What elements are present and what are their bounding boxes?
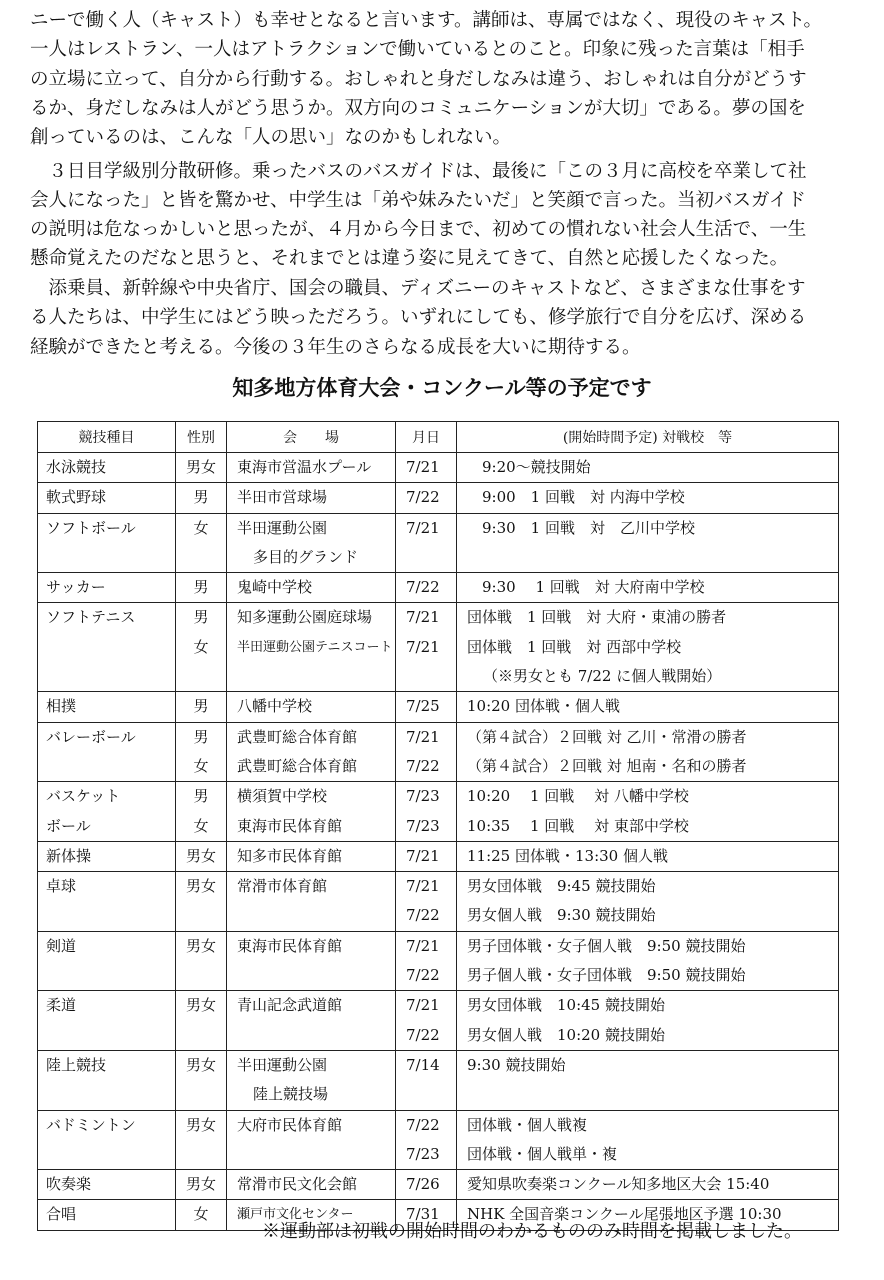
venue-text: 知多市民体育館 (237, 846, 343, 865)
header-date: 月日 (396, 422, 457, 453)
detail-text: 団体戦 1 回戦 対 西部中学校 (467, 637, 682, 656)
detail-cell (457, 1110, 839, 1170)
schedule-table (37, 421, 839, 1231)
date-text: 7/22 (406, 1025, 440, 1044)
sport-text: 合唱 (46, 1205, 77, 1224)
venue-cell (227, 513, 396, 573)
detail-text: 10:35 1 回戦 対 東部中学校 (467, 816, 689, 835)
venue-text: 常滑市体育館 (237, 877, 328, 896)
sport-text: バドミントン (46, 1115, 136, 1134)
detail-text: 男女個人戦 9:30 競技開始 (467, 906, 656, 925)
paragraph-line: ニーで働く人（キャスト）も幸せとなると言います。講師は、専属ではなく、現役のキャスト。 (30, 10, 822, 31)
sport-cell (38, 1170, 176, 1200)
gender-cell (176, 841, 227, 871)
date-text: 7/25 (406, 697, 440, 716)
detail-text: 男子個人戦・女子団体戦 9:50 競技開始 (467, 966, 746, 985)
sport-cell (38, 573, 176, 603)
gender-text: 男女 (185, 996, 216, 1015)
venue-text: 半田運動公園 (237, 1055, 328, 1074)
sport-cell (38, 841, 176, 871)
date-cell (396, 991, 457, 1051)
gender-cell (176, 1110, 227, 1170)
gender-text: 男女 (185, 877, 216, 896)
header-detail: (開始時間予定) 対戦校 等 (457, 422, 839, 453)
sport-cell (38, 722, 176, 782)
header-gender: 性別 (176, 422, 227, 453)
gender-text: 女 (193, 1205, 209, 1224)
detail-cell (457, 513, 839, 573)
detail-text: 愛知県吹奏楽コンクール知多地区大会 15:40 (467, 1175, 770, 1194)
table-row (38, 513, 839, 573)
table-row (38, 872, 839, 932)
detail-cell (457, 782, 839, 842)
sport-text: 柔道 (46, 996, 77, 1015)
gender-cell (176, 603, 227, 692)
section-title: 知多地方体育大会・コンクール等の予定です (232, 376, 652, 400)
sport-cell (38, 931, 176, 991)
header-sport: 競技種目 (38, 422, 176, 453)
sport-cell (38, 991, 176, 1051)
venue-text: 半田運動公園テニスコート (237, 639, 393, 655)
table-row (38, 931, 839, 991)
gender-cell (176, 991, 227, 1051)
date-text: 7/21 (406, 518, 440, 537)
date-text: 7/22 (406, 906, 440, 925)
paragraph-line: 創っているのは、こんな「人の思い」なのかもしれない。 (30, 127, 512, 149)
detail-text: （第４試合）２回戦 対 乙川・常滑の勝者 (467, 727, 747, 746)
detail-text: 9:20～競技開始 (467, 458, 591, 476)
gender-text: 男 (193, 578, 209, 597)
venue-text: 大府市民体育館 (237, 1115, 343, 1134)
venue-cell (227, 692, 396, 722)
paragraph-line: の立場に立って、自分から行動する。おしゃれと身だしなみは違う、おしゃれは自分がどうす (30, 68, 807, 90)
sport-text: ボール (46, 816, 91, 835)
gender-cell (176, 931, 227, 991)
table-row (38, 692, 839, 722)
date-text: 7/22 (406, 578, 440, 597)
gender-cell (176, 722, 227, 782)
detail-text: 男女団体戦 9:45 競技開始 (467, 877, 656, 896)
venue-cell (227, 991, 396, 1051)
date-text: 7/22 (406, 1115, 440, 1134)
sport-text: 吹奏楽 (46, 1175, 92, 1194)
table-header-row (38, 422, 839, 453)
table-row (38, 782, 839, 842)
venue-text: 武豊町総合体育館 (237, 756, 358, 775)
date-text: 7/21 (406, 936, 440, 955)
table-row (38, 1110, 839, 1170)
detail-text: （第４試合）２回戦 対 旭南・名和の勝者 (467, 756, 747, 775)
footnote: ※運動部は初戦の開始時間のわかるもののみ時間を掲載しました。 (262, 1221, 802, 1242)
sport-text: 軟式野球 (46, 488, 107, 507)
gender-cell (176, 782, 227, 842)
table-row (38, 841, 839, 871)
date-text: 7/26 (406, 1175, 440, 1194)
intro-paragraph-1 (30, 6, 860, 152)
venue-text: 武豊町総合体育館 (237, 727, 358, 746)
gender-cell (176, 1050, 227, 1110)
sport-cell (38, 513, 176, 573)
detail-text: 団体戦・個人戦複 (467, 1115, 588, 1134)
venue-text: 横須賀中学校 (237, 787, 328, 806)
gender-text: 女 (193, 756, 209, 775)
venue-cell (227, 872, 396, 932)
gender-text: 男 (193, 608, 209, 627)
gender-cell (176, 483, 227, 513)
gender-text: 男女 (185, 1175, 216, 1194)
venue-text: 東海市営温水プール (237, 458, 372, 476)
venue-text: 半田市営球場 (237, 488, 328, 507)
table-row (38, 573, 839, 603)
venue-cell (227, 573, 396, 603)
sport-text: 陸上競技 (46, 1055, 107, 1074)
sport-text: バレーボール (46, 727, 136, 746)
gender-text: 女 (193, 816, 209, 835)
detail-text: NHK 全国音楽コンクール尾張地区予選 10:30 (467, 1205, 782, 1224)
paragraph-line: の説明は危なっかしいと思ったが、４月から今日まで、初めての慣れない社会人生活で、一生 (30, 219, 807, 241)
detail-cell (457, 991, 839, 1051)
paragraph-line: 経験ができたと考える。今後の３年生のさらなる成長を大いに期待する。 (30, 336, 641, 358)
detail-cell (457, 453, 839, 483)
date-text: 7/23 (406, 787, 440, 806)
date-cell (396, 513, 457, 573)
table-row (38, 453, 839, 483)
detail-cell (457, 1050, 839, 1110)
date-text: 7/23 (406, 1144, 440, 1163)
date-cell (396, 603, 457, 692)
venue-text: 瀬戸市文化センター (237, 1207, 354, 1223)
detail-cell (457, 931, 839, 991)
date-text: 7/21 (406, 608, 440, 627)
detail-cell (457, 603, 839, 692)
date-text: 7/14 (406, 1055, 440, 1074)
sport-cell (38, 603, 176, 692)
intro-paragraph-3 (30, 274, 860, 362)
venue-cell (227, 1170, 396, 1200)
table-row (38, 603, 839, 692)
header-venue: 会 場 (227, 422, 396, 453)
date-cell (396, 692, 457, 722)
detail-text: 団体戦 1 回戦 対 大府・東浦の勝者 (467, 608, 727, 627)
venue-text: 東海市民体育館 (237, 816, 343, 835)
date-cell (396, 782, 457, 842)
gender-text: 男 (193, 727, 209, 746)
detail-text: 10:20 1 回戦 対 八幡中学校 (467, 787, 689, 806)
detail-text: 11:25 団体戦・13:30 個人戦 (467, 846, 668, 865)
detail-text: 9:30 1 回戦 対 乙川中学校 (467, 518, 695, 537)
date-cell (396, 573, 457, 603)
sport-text: ソフトテニス (46, 608, 136, 627)
detail-cell (457, 841, 839, 871)
date-cell (396, 1050, 457, 1110)
sport-cell (38, 483, 176, 513)
sport-cell (38, 453, 176, 483)
venue-text: 陸上競技場 (253, 1085, 329, 1104)
venue-text: 多目的グランド (253, 547, 359, 566)
gender-text: 女 (193, 518, 209, 537)
sport-text: 水泳競技 (46, 458, 107, 476)
sport-text: 剣道 (46, 936, 77, 955)
date-text: 7/21 (406, 458, 440, 476)
date-text: 7/23 (406, 816, 440, 835)
gender-text: 男女 (185, 1115, 216, 1134)
date-text: 7/21 (406, 996, 440, 1015)
date-cell (396, 841, 457, 871)
venue-cell (227, 1050, 396, 1110)
gender-cell (176, 573, 227, 603)
date-cell (396, 1170, 457, 1200)
venue-cell (227, 483, 396, 513)
sport-text: サッカー (46, 578, 106, 597)
date-text: 7/31 (406, 1205, 440, 1224)
gender-text: 男 (193, 787, 209, 806)
gender-text: 男 (193, 488, 209, 507)
venue-cell (227, 722, 396, 782)
detail-text: （※男女とも 7/22 に個人戦開始） (483, 667, 722, 686)
detail-cell (457, 872, 839, 932)
venue-text: 東海市民体育館 (237, 936, 343, 955)
paragraph-line: ３日目学級別分散研修。乗ったバスのバスガイドは、最後に「この３月に高校を卒業して社 (30, 160, 807, 182)
venue-cell (227, 453, 396, 483)
sport-text: ソフトボール (46, 518, 136, 537)
venue-cell (227, 1110, 396, 1170)
date-text: 7/22 (406, 756, 440, 775)
sport-text: 新体操 (46, 846, 92, 865)
detail-cell (457, 573, 839, 603)
date-cell (396, 453, 457, 483)
date-cell (396, 722, 457, 782)
gender-text: 男女 (185, 936, 216, 955)
sport-text: バスケット (46, 787, 121, 806)
gender-text: 男 (193, 697, 209, 716)
table-row (38, 1050, 839, 1110)
gender-cell (176, 692, 227, 722)
sport-cell (38, 1050, 176, 1110)
gender-text: 男女 (185, 846, 216, 865)
venue-cell (227, 603, 396, 692)
intro-paragraph-2 (30, 157, 860, 274)
gender-cell (176, 513, 227, 573)
table-row (38, 991, 839, 1051)
venue-text: 鬼崎中学校 (237, 578, 313, 597)
detail-text: 男女個人戦 10:20 競技開始 (467, 1025, 665, 1044)
venue-text: 青山記念武道館 (237, 996, 343, 1015)
date-text: 7/22 (406, 966, 440, 985)
date-text: 7/21 (406, 877, 440, 896)
venue-cell (227, 931, 396, 991)
date-cell (396, 1110, 457, 1170)
detail-cell (457, 1170, 839, 1200)
date-text: 7/22 (406, 488, 440, 507)
table-row (38, 1170, 839, 1200)
venue-cell (227, 782, 396, 842)
sport-text: 相撲 (46, 697, 77, 716)
date-text: 7/21 (406, 637, 440, 656)
venue-text: 八幡中学校 (237, 697, 313, 716)
detail-cell (457, 692, 839, 722)
gender-cell (176, 1200, 227, 1230)
paragraph-line: 一人はレストラン、一人はアトラクションで働いているとのこと。印象に残った言葉は「相手 (30, 39, 805, 61)
table-row (38, 483, 839, 513)
date-cell (396, 872, 457, 932)
date-cell (396, 483, 457, 513)
paragraph-line: る人たちは、中学生にはどう映っただろう。いずれにしても、修学旅行で自分を広げ、深める (30, 307, 807, 329)
paragraph-line: 会人になった」と皆を驚かせ、中学生は「弟や妹みたいだ」と笑顔で言った。当初バスガイド (30, 189, 806, 211)
paragraph-line: るか、身だしなみは人がどう思うか。双方向のコミュニケーションが大切」である。夢の国を (30, 97, 806, 119)
sport-cell (38, 782, 176, 842)
detail-cell (457, 483, 839, 513)
gender-text: 男女 (185, 1055, 216, 1074)
venue-cell (227, 841, 396, 871)
paragraph-line: 懸命覚えたのだなと思うと、それまでとは違う姿に見えてきて、自然と応援したくなった。 (30, 248, 789, 270)
sport-cell (38, 1110, 176, 1170)
table-row (38, 722, 839, 782)
sport-cell (38, 872, 176, 932)
paragraph-line: 添乗員、新幹線や中央省庁、国会の職員、ディズニーのキャストなど、さまざまな仕事をす (30, 278, 806, 299)
date-cell (396, 931, 457, 991)
detail-text: 男子団体戦・女子個人戦 9:50 競技開始 (467, 936, 746, 955)
sport-text: 卓球 (46, 877, 77, 896)
gender-cell (176, 453, 227, 483)
gender-cell (176, 872, 227, 932)
sport-cell (38, 692, 176, 722)
detail-text: 10:20 団体戦・個人戦 (467, 697, 620, 716)
detail-text: 男女団体戦 10:45 競技開始 (467, 996, 665, 1015)
detail-text: 9:30 1 回戦 対 大府南中学校 (467, 578, 705, 597)
venue-text: 常滑市民文化会館 (237, 1175, 358, 1194)
date-text: 7/21 (406, 727, 440, 746)
gender-text: 男女 (185, 458, 216, 476)
detail-cell (457, 722, 839, 782)
sport-cell (38, 1200, 176, 1230)
detail-text: 団体戦・個人戦単・複 (467, 1144, 618, 1163)
venue-text: 知多運動公園庭球場 (237, 608, 373, 627)
date-text: 7/21 (406, 846, 440, 865)
detail-text: 9:00 1 回戦 対 内海中学校 (467, 488, 685, 507)
gender-cell (176, 1170, 227, 1200)
gender-text: 女 (193, 637, 209, 656)
venue-text: 半田運動公園 (237, 518, 328, 537)
detail-text: 9:30 競技開始 (467, 1055, 566, 1074)
